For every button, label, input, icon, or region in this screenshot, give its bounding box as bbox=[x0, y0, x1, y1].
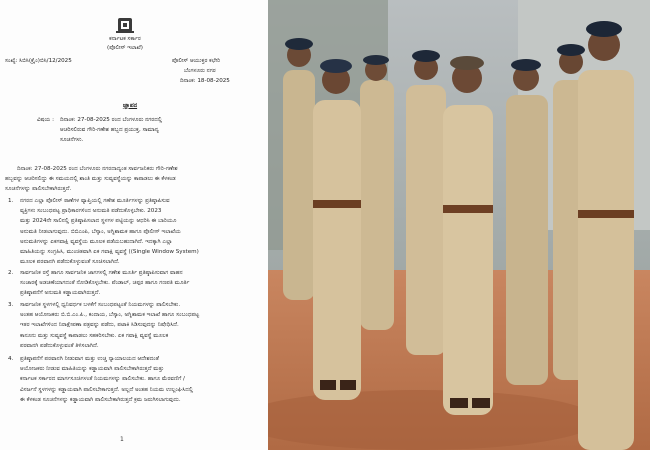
item-number: 4. bbox=[8, 356, 14, 362]
item-line: ಪ್ರತಿಷ್ಠಾಪನೆಗೆ ಪರವಾನಗಿ ನೀಡುವಾಗ ಮತ್ತು ಉಚ್ಚ ನ್ಯಾಯಾಲಯದ ಆದೇಶದಂತೆ bbox=[20, 356, 159, 362]
item-line: ಮತ್ತು 2024ನೇ ಸಾಲಿನಲ್ಲಿ ಪ್ರತಿಷ್ಠಾಪಿಸಲಾದ ಸ್ಥಳಗಳ ಪಟ್ಟಿಯನ್ನು ಆಧರಿಸಿ ಈ ಬಾರಿಯೂ bbox=[20, 218, 177, 225]
police-officers-photo bbox=[268, 0, 650, 450]
item-line: ಸಾರ್ವಜನಿಕ ಸ್ಥಳಗಳಲ್ಲಿ ಧ್ವನಿವರ್ಧಕ ಬಳಕೆಗೆ ಸಂಬಂಧಪಟ್ಟಂತೆ ನಿಯಮಗಳನ್ನು ಪಾಲಿಸಬೇಕು. bbox=[20, 302, 181, 308]
memo-document bbox=[0, 0, 268, 450]
item-line: ಸಾರ್ವಜನಿಕ ರಸ್ತೆ ಹಾಗೂ ಸಾರ್ವಜನಿಕ ಜಾಗಗಳಲ್ಲಿ ಗಣೇಶ ಮೂರ್ತಿ ಪ್ರತಿಷ್ಠಾಪಿಸುವಾಗ ವಾಹನ bbox=[20, 270, 183, 276]
item-line: ಸಂಚಾರಕ್ಕೆ ಅಡಚಣೆಯಾಗದಂತೆ ನೋಡಿಕೊಳ್ಳಬೇಕು. ಪೆಂಡಾಲ್, ಚಪ್ಪರ ಹಾಗೂ ಗಣಪತಿ ಮೂರ್ತಿ bbox=[20, 280, 190, 287]
officer-figure bbox=[313, 59, 361, 400]
officer-figure bbox=[283, 38, 315, 300]
item-number: 2. bbox=[8, 270, 14, 276]
item-line: ಈ ಕೆಳಕಂಡ ಸೂಚನೆಗಳನ್ನು ಕಡ್ಡಾಯವಾಗಿ ಪಾಲಿಸಬೇಕಾಗಿರುತ್ತದೆ ಕ್ರಮ ಜರುಗಿಸಲಾಗುವುದು. bbox=[20, 396, 181, 403]
reference-number: ಸಂಖ್ಯೆ: ಸಿಬಿಸಿ(ಕ್ರೈಂ)ಬಿಸಿ/12/2025 bbox=[5, 58, 72, 64]
item-line: ವ್ಯಕ್ತಿಗಳು ಸಂಬಂಧಪಟ್ಟ ಪ್ರಾಧಿಕಾರಗಳಿಂದ ಅನುಮತಿ ಪಡೆದುಕೊಳ್ಳಬೇಕು. 2023 bbox=[20, 208, 162, 215]
memo-heading: ಜ್ಞಾಪನ bbox=[122, 102, 138, 109]
item-1-text bbox=[20, 196, 265, 267]
item-line: ಅನುಮತಿಗಳನ್ನು ಏಕಗವಾಕ್ಷಿ ವ್ಯವಸ್ಥೆಯ ಮೂಲಕ ಪಡೆಯಬಹುದಾಗಿದೆ. ಇದಕ್ಕಾಗಿ ಎಲ್ಲಾ bbox=[20, 238, 173, 245]
item-line: ಮಾಹಿತಿಯನ್ನು ಸಂಗ್ರಹಿಸಿ, ಮುಂಚಿತವಾಗಿ ಏಕ ಗವಾಕ್ಷಿ ವ್ಯವಸ್ಥೆ ((Single Window System) bbox=[20, 249, 199, 256]
item-line: ನಗರದ ಎಲ್ಲಾ ಪೊಲೀಸ್ ಠಾಣೆಗಳ ವ್ಯಾಪ್ತಿಯಲ್ಲಿ ಗಣೇಶ ಮೂರ್ತಿಗಳನ್ನು ಪ್ರತಿಷ್ಠಾಪಿಸುವ bbox=[20, 198, 170, 204]
item-line: ಅಂತಹ ಆಯೋಜಕರು ಬಿ.ಬಿ.ಎಂ.ಪಿ., ಕಂದಾಯ, ಬೆಸ್ಕಾಂ, ಅಗ್ನಿಶಾಮಕ ಇಲಾಖೆ ಹಾಗೂ ಸಂಬಂಧಪಟ್ಟ bbox=[20, 312, 200, 319]
item-line: ವಿಸರ್ಜನೆ ಸ್ಥಳಗಳನ್ನು ಕಡ್ಡಾಯವಾಗಿ ಪಾಲಿಸಬೇಕಾಗುತ್ತದೆ. ಅಲ್ಲದೆ ಅಂತಹ ನಿಯಮ ಉಲ್ಲಂಘಿಸಿದಲ್ಲಿ bbox=[20, 386, 194, 393]
intro-line: ಸೂಚನೆಗಳನ್ನು ಪಾಲಿಸಬೇಕಾಗಿರುತ್ತದೆ. bbox=[5, 186, 72, 193]
subject-label: ವಿಷಯ : bbox=[37, 117, 55, 123]
subject-line-3: ಸೂಚನೆಗಳು. bbox=[60, 137, 84, 143]
government-title: ಕರ್ನಾಟಕ ಸರ್ಕಾರ bbox=[109, 36, 141, 42]
item-line: ಕಾನೂನು ಮತ್ತು ಸುವ್ಯವಸ್ಥೆ ಕಾಪಾಡಲು ಸಹಕರಿಸಬೇಕು. ಏಕ ಗವಾಕ್ಷಿ ವ್ಯವಸ್ಥೆ ಮೂಲಕ bbox=[20, 332, 169, 339]
item-4-text bbox=[20, 354, 265, 405]
office-name: ಪೊಲೀಸ್ ಆಯುಕ್ತರ ಕಛೇರಿ bbox=[172, 58, 221, 64]
memo-date: ದಿನಾಂಕ: 18-08-2025 bbox=[180, 78, 230, 84]
item-line: ಅನುಮತಿ ನೀಡಲಾಗುವುದು. ಬಿಬಿಎಂಪಿ, ಬೆಸ್ಕಾಂ, ಅಗ್ನಿಶಾಮಕ ಹಾಗೂ ಪೊಲೀಸ್ ಇಲಾಖೆಯ bbox=[20, 228, 181, 235]
subject-line-2: ಆಚರಿಸಲಿರುವ ಗೌರಿ-ಗಣೇಶ ಹಬ್ಬದ ಪ್ರಯುಕ್ತ, ಸಾಮಾನ್ಯ bbox=[60, 127, 159, 133]
item-line: ಕರ್ನಾಟಕ ಸರ್ಕಾರದ ಮಾರ್ಗಸೂಚಿಗಳಂತೆ ನಿಯಮಗಳನ್ನು ಪಾಲಿಸಬೇಕು. ಹಾಗೂ ಮೆರವಣಿಗೆ / bbox=[20, 376, 185, 383]
officer-figure bbox=[578, 21, 634, 450]
item-line: ಪರವಾನಗಿ ಪಡೆದುಕೊಳ್ಳುವಂತೆ ತಿಳಿಸಲಾಗಿದೆ. bbox=[20, 342, 99, 349]
item-line: ಪ್ರತಿಷ್ಠಾಪನೆಗೆ ಅನುಮತಿ ಕಡ್ಡಾಯವಾಗಿರುತ್ತದೆ. bbox=[20, 290, 101, 297]
item-line: ಮೂಲಕ ಪರವಾನಗಿ ಪಡೆದುಕೊಳ್ಳುವಂತೆ ಸೂಚಿಸಲಾಗಿದೆ. bbox=[20, 259, 120, 266]
intro-line: ದಿನಾಂಕ: 27-08-2025 ರಂದ ಬೆಂಗಳೂರು ನಗರದಾದ್ಯಂತ ಸಾರ್ವಜನಿಕರು ಗೌರಿ-ಗಣೇಶ bbox=[17, 166, 178, 172]
item-number: 3. bbox=[8, 302, 14, 308]
government-emblem-icon bbox=[115, 16, 135, 34]
officer-figure bbox=[360, 55, 394, 330]
item-3-text bbox=[20, 300, 265, 351]
item-number: 1. bbox=[8, 198, 14, 204]
item-2-text bbox=[20, 268, 265, 299]
intro-paragraph bbox=[5, 164, 265, 195]
officer-figure bbox=[506, 59, 548, 385]
officer-figure bbox=[406, 50, 446, 355]
office-city: ಬೆಂಗಳೂರು ನಗರ bbox=[184, 68, 216, 74]
department-name: (ಪೊಲೀಸ್ ಇಲಾಖೆ) bbox=[107, 45, 143, 51]
subject-line-1: ದಿನಾಂಕ: 27-08-2025 ರಂದ ಬೆಂಗಳೂರು ನಗರದಲ್ಲಿ bbox=[60, 117, 163, 123]
page-number: 1 bbox=[120, 436, 124, 443]
item-line: ಇತರ ಇಲಾಖೆಗಳಿಂದ ನಿರಾಕ್ಷೇಪಣಾ ಪತ್ರವನ್ನು ಪಡೆದು, ಪಟಾಕಿ ಸಿಡಿಸುವುದನ್ನು ನಿಷೇಧಿಸಿದೆ. bbox=[20, 322, 179, 329]
officer-figure bbox=[443, 56, 493, 415]
intro-line: ಹಬ್ಬವನ್ನು ಆಚರಿಸಲಿದ್ದು ಈ ಸಮಯದಲ್ಲಿ ಶಾಂತಿ ಮತ್ತು ಸುವ್ಯವಸ್ಥೆಯನ್ನು ಕಾಪಾಡಲು ಈ ಕೆಳಕಂಡ bbox=[5, 176, 176, 183]
item-line: ಆಯೋಜಕರು ನೀಡುವ ಮಾಹಿತಿಯನ್ನು ಕಡ್ಡಾಯವಾಗಿ ಪಾಲಿಸಬೇಕಾಗಿರುತ್ತದೆ ಮತ್ತು bbox=[20, 366, 164, 373]
